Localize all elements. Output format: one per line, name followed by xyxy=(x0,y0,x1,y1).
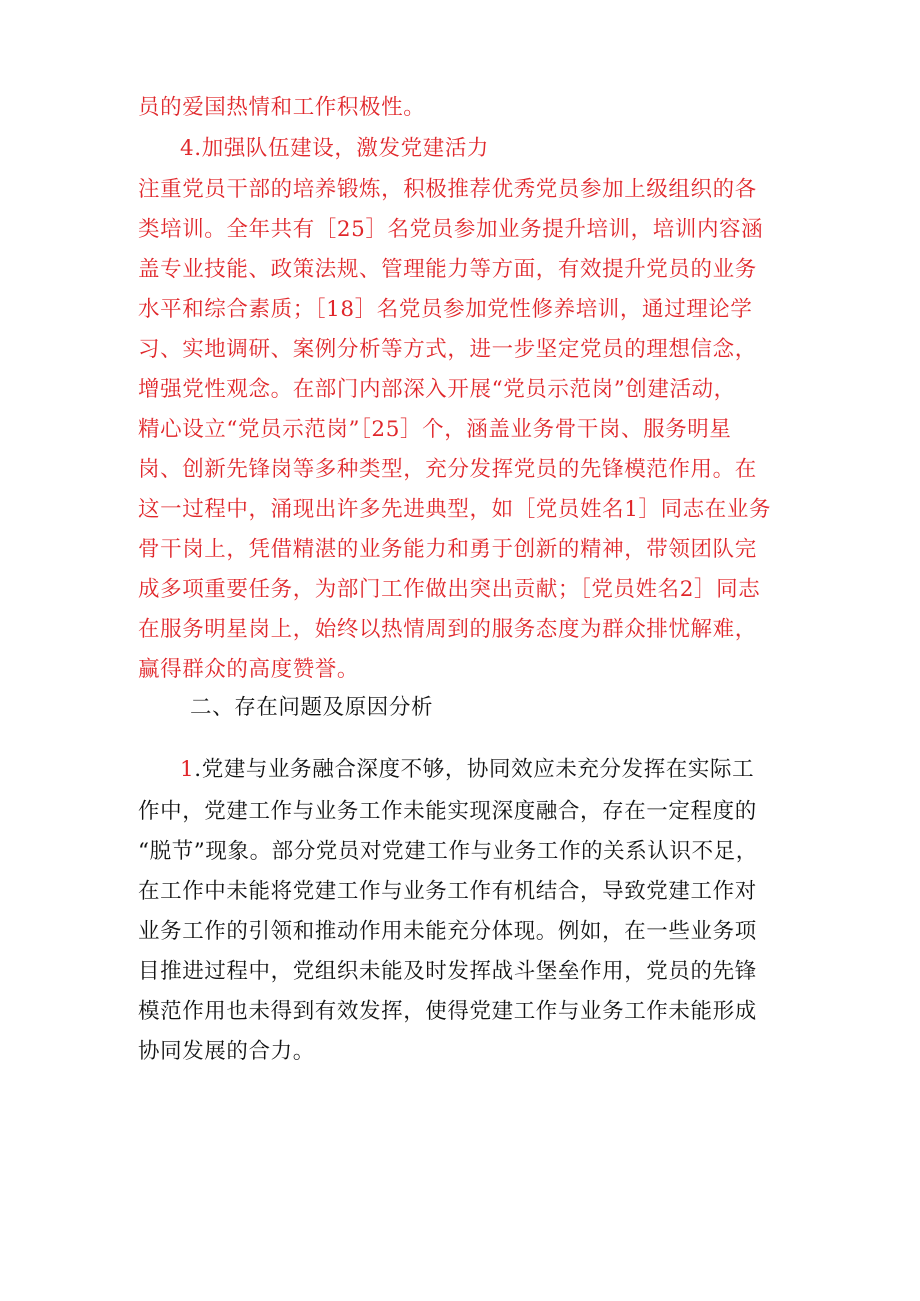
text-segment: 二、存在问题及原因分析 xyxy=(190,695,434,720)
text-segment: 骨干岗上，凭借精湛的业务能力和勇于创新的精神，带领团队完 xyxy=(138,537,757,562)
paragraph-line xyxy=(138,410,798,450)
text-segment: .党建与业务融合深度不够，协同效应未充分发挥在实际工 xyxy=(194,757,755,782)
paragraph-line xyxy=(138,570,798,610)
text-segment: 类培训。全年共有［25］名党员参加业务提升培训，培训内容涵 xyxy=(138,217,764,242)
text-segment: 盖专业技能、政策法规、管理能力等方面，有效提升党员的业务 xyxy=(138,257,757,282)
paragraph-line xyxy=(138,750,840,790)
paragraph-line xyxy=(138,170,798,210)
text-segment: 作中，党建工作与业务工作未能实现深度融合，存在一定程度的 xyxy=(138,799,757,824)
text-segment: 模范作用也未得到有效发挥，使得党建工作与业务工作未能形成 xyxy=(138,999,757,1024)
paragraph-line xyxy=(138,88,798,128)
text-segment: “脱节”现象。部分党员对党建工作与业务工作的关系认识不足， xyxy=(138,839,758,864)
text-segment: 岗、创新先锋岗等多种类型，充分发挥党员的先锋模范作用。在 xyxy=(138,457,757,482)
paragraph-line xyxy=(138,872,798,912)
text-segment: 协同发展的合力。 xyxy=(138,1039,315,1064)
paragraph-line xyxy=(138,490,798,530)
text-segment: 员的爱国热情和工作积极性。 xyxy=(138,95,426,120)
paragraph-line xyxy=(138,290,798,330)
text-segment: 业务工作的引领和推动作用未能充分体现。例如，在一些业务项 xyxy=(138,919,757,944)
paragraph-line xyxy=(138,992,798,1032)
paragraph-line xyxy=(138,530,798,570)
paragraph-line xyxy=(138,952,798,992)
paragraph-line xyxy=(138,832,798,872)
text-segment: 在服务明星岗上，始终以热情周到的服务态度为群众排忧解难， xyxy=(138,617,757,642)
paragraph-line xyxy=(138,610,798,650)
subsection-heading xyxy=(138,129,840,169)
paragraph-line xyxy=(138,370,798,410)
text-segment: 成多项重要任务，为部门工作做出突出贡献；［党员姓名2］同志 xyxy=(138,577,761,602)
text-segment: 在工作中未能将党建工作与业务工作有机结合，导致党建工作对 xyxy=(138,879,757,904)
paragraph-line xyxy=(138,650,798,690)
text-segment: 水平和综合素质；［18］名党员参加党性修养培训，通过理论学 xyxy=(138,297,753,322)
text-segment: 赢得群众的高度赞誉。 xyxy=(138,657,360,682)
paragraph-line xyxy=(138,912,798,952)
paragraph-line xyxy=(138,330,798,370)
paragraph-line xyxy=(138,1032,798,1072)
text-segment: 这一过程中，涌现出许多先进典型，如［党员姓名1］同志在业务 xyxy=(138,497,772,522)
section-heading xyxy=(138,688,850,728)
text-segment: 增强党性观念。在部门内部深入开展“党员示范岗”创建活动， xyxy=(138,377,736,402)
text-segment: 精心设立“党员示范岗”［25］个，涵盖业务骨干岗、服务明星 xyxy=(138,417,732,442)
text-segment: 1 xyxy=(180,757,195,782)
paragraph-line xyxy=(138,250,798,290)
text-segment: 注重党员干部的培养锻炼，积极推荐优秀党员参加上级组织的各 xyxy=(138,177,757,202)
text-segment: 习、实地调研、案例分析等方式，进一步坚定党员的理想信念， xyxy=(138,337,757,362)
paragraph-line xyxy=(138,210,798,250)
text-segment: 目推进过程中，党组织未能及时发挥战斗堡垒作用，党员的先锋 xyxy=(138,959,757,984)
paragraph-line xyxy=(138,792,798,832)
paragraph-line xyxy=(138,450,798,490)
text-segment: 4.加强队伍建设，激发党建活力 xyxy=(180,136,490,161)
